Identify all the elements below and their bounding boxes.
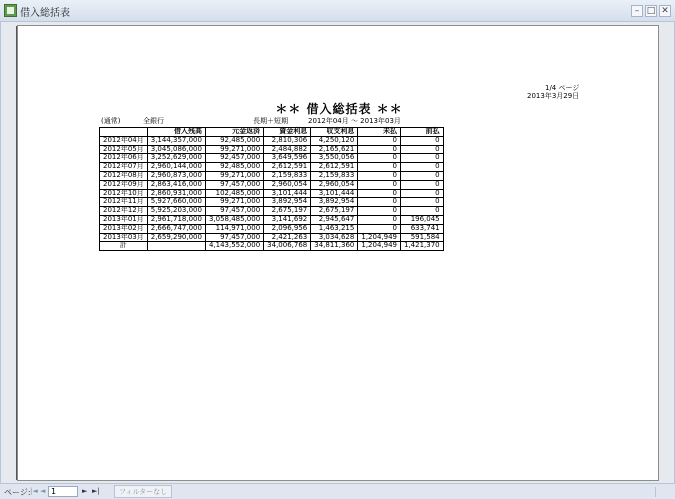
resize-grip[interactable] xyxy=(655,487,669,497)
page-indicator: 1/4 ページ xyxy=(545,84,580,92)
condition-term: 長期＋短期 xyxy=(253,117,288,125)
report-title: ＊＊ 借入総括表 ＊＊ xyxy=(275,102,403,116)
value-cell: 0 xyxy=(401,207,444,216)
condition-type: (通常) xyxy=(101,117,121,125)
value-cell: 102,485,000 xyxy=(205,189,263,198)
month-cell: 2013年03月 xyxy=(100,233,148,242)
value-cell: 2,860,931,000 xyxy=(147,189,205,198)
page-number-input[interactable] xyxy=(48,486,78,497)
total-cell: 4,143,552,000 xyxy=(205,242,263,251)
maximize-button[interactable]: □ xyxy=(646,6,656,16)
value-cell: 196,045 xyxy=(401,215,444,224)
report-page xyxy=(17,25,659,481)
total-cell: 34,006,768 xyxy=(264,242,311,251)
value-cell: 633,741 xyxy=(401,224,444,233)
value-cell: 3,649,596 xyxy=(264,154,311,163)
value-cell: 4,250,120 xyxy=(311,136,358,145)
value-cell: 3,550,056 xyxy=(311,154,358,163)
month-cell: 2013年01月 xyxy=(100,215,148,224)
page-label: ページ: xyxy=(4,488,31,497)
value-cell: 0 xyxy=(358,189,401,198)
total-cell xyxy=(147,242,205,251)
summary-table xyxy=(99,127,444,251)
minimize-button[interactable]: – xyxy=(631,5,643,17)
month-cell: 2012年10月 xyxy=(100,189,148,198)
condition-bank: 全銀行 xyxy=(143,117,164,125)
table-row xyxy=(100,215,444,224)
table-row xyxy=(100,136,444,145)
column-header xyxy=(100,128,148,137)
month-cell: 2012年06月 xyxy=(100,154,148,163)
status-bar xyxy=(0,483,675,499)
table-row xyxy=(100,224,444,233)
value-cell: 2,945,647 xyxy=(311,215,358,224)
month-cell: 2012年12月 xyxy=(100,207,148,216)
value-cell: 2,421,263 xyxy=(264,233,311,242)
value-cell: 0 xyxy=(401,145,444,154)
month-cell: 2013年02月 xyxy=(100,224,148,233)
column-header: 借入残高 xyxy=(147,128,205,137)
report-date: 2013年3月29日 xyxy=(527,92,580,100)
value-cell: 2,961,718,000 xyxy=(147,215,205,224)
value-cell: 2,165,621 xyxy=(311,145,358,154)
value-cell: 5,925,203,000 xyxy=(147,207,205,216)
value-cell: 2,675,197 xyxy=(311,207,358,216)
month-cell: 2012年08月 xyxy=(100,171,148,180)
value-cell: 591,584 xyxy=(401,233,444,242)
value-cell: 2,612,591 xyxy=(311,163,358,172)
total-label: 計 xyxy=(100,242,148,251)
print-preview-area[interactable] xyxy=(0,22,675,483)
next-page-icon[interactable]: ► xyxy=(82,487,88,495)
value-cell: 97,457,000 xyxy=(205,207,263,216)
value-cell: 3,141,692 xyxy=(264,215,311,224)
total-row xyxy=(100,242,444,251)
column-header: 未払 xyxy=(358,128,401,137)
value-cell: 99,271,000 xyxy=(205,198,263,207)
column-header: 資金利息 xyxy=(264,128,311,137)
value-cell: 2,612,591 xyxy=(264,163,311,172)
value-cell: 2,666,747,000 xyxy=(147,224,205,233)
value-cell: 0 xyxy=(358,180,401,189)
value-cell: 0 xyxy=(358,136,401,145)
value-cell: 0 xyxy=(401,198,444,207)
month-cell: 2012年09月 xyxy=(100,180,148,189)
prev-page-icon[interactable]: ◄ xyxy=(40,487,46,495)
value-cell: 1,204,949 xyxy=(358,233,401,242)
value-cell: 3,101,444 xyxy=(264,189,311,198)
value-cell: 3,101,444 xyxy=(311,189,358,198)
value-cell: 2,096,956 xyxy=(264,224,311,233)
value-cell: 3,892,954 xyxy=(264,198,311,207)
first-page-icon[interactable]: |◄ xyxy=(30,487,38,495)
value-cell: 0 xyxy=(401,189,444,198)
month-cell: 2012年11月 xyxy=(100,198,148,207)
value-cell: 3,045,086,000 xyxy=(147,145,205,154)
value-cell: 0 xyxy=(401,136,444,145)
value-cell: 0 xyxy=(358,198,401,207)
value-cell: 92,457,000 xyxy=(205,154,263,163)
total-cell: 1,421,370 xyxy=(401,242,444,251)
value-cell: 0 xyxy=(358,163,401,172)
value-cell: 2,863,416,000 xyxy=(147,180,205,189)
value-cell: 99,271,000 xyxy=(205,145,263,154)
value-cell: 114,971,000 xyxy=(205,224,263,233)
value-cell: 0 xyxy=(358,215,401,224)
report-icon xyxy=(4,4,17,17)
table-row xyxy=(100,180,444,189)
value-cell: 0 xyxy=(358,145,401,154)
value-cell: 97,457,000 xyxy=(205,233,263,242)
value-cell: 92,485,000 xyxy=(205,136,263,145)
value-cell: 2,960,873,000 xyxy=(147,171,205,180)
value-cell: 0 xyxy=(401,171,444,180)
total-cell: 1,204,949 xyxy=(358,242,401,251)
value-cell: 92,485,000 xyxy=(205,163,263,172)
value-cell: 0 xyxy=(358,171,401,180)
last-page-icon[interactable]: ►| xyxy=(92,487,100,495)
value-cell: 2,960,054 xyxy=(264,180,311,189)
value-cell: 0 xyxy=(358,224,401,233)
value-cell: 2,484,882 xyxy=(264,145,311,154)
total-cell: 34,811,360 xyxy=(311,242,358,251)
value-cell: 3,892,954 xyxy=(311,198,358,207)
value-cell: 2,960,054 xyxy=(311,180,358,189)
window-title: 借入総括表 xyxy=(20,8,70,19)
value-cell: 99,271,000 xyxy=(205,171,263,180)
close-button[interactable]: ✕ xyxy=(659,5,671,17)
month-cell: 2012年07月 xyxy=(100,163,148,172)
filter-status-button[interactable]: フィルターなし xyxy=(114,485,172,498)
value-cell: 0 xyxy=(401,163,444,172)
condition-period: 2012年04月 ～ 2013年03月 xyxy=(308,117,401,125)
value-cell: 0 xyxy=(401,154,444,163)
value-cell: 1,463,215 xyxy=(311,224,358,233)
column-header: 前払 xyxy=(401,128,444,137)
column-header: 収支利息 xyxy=(311,128,358,137)
value-cell: 3,058,485,000 xyxy=(205,215,263,224)
value-cell: 2,960,144,000 xyxy=(147,163,205,172)
value-cell: 0 xyxy=(358,154,401,163)
month-cell: 2012年04月 xyxy=(100,136,148,145)
table-header-row xyxy=(100,128,444,137)
value-cell: 2,810,306 xyxy=(264,136,311,145)
table-row xyxy=(100,171,444,180)
value-cell: 3,252,629,000 xyxy=(147,154,205,163)
value-cell: 0 xyxy=(401,180,444,189)
month-cell: 2012年05月 xyxy=(100,145,148,154)
value-cell: 97,457,000 xyxy=(205,180,263,189)
value-cell: 3,034,628 xyxy=(311,233,358,242)
column-header: 元金返済 xyxy=(205,128,263,137)
value-cell: 2,675,197 xyxy=(264,207,311,216)
value-cell: 3,144,357,000 xyxy=(147,136,205,145)
value-cell: 2,159,833 xyxy=(311,171,358,180)
value-cell: 2,659,290,000 xyxy=(147,233,205,242)
value-cell: 2,159,833 xyxy=(264,171,311,180)
value-cell: 5,927,660,000 xyxy=(147,198,205,207)
title-bar xyxy=(0,0,675,22)
value-cell: 0 xyxy=(358,207,401,216)
